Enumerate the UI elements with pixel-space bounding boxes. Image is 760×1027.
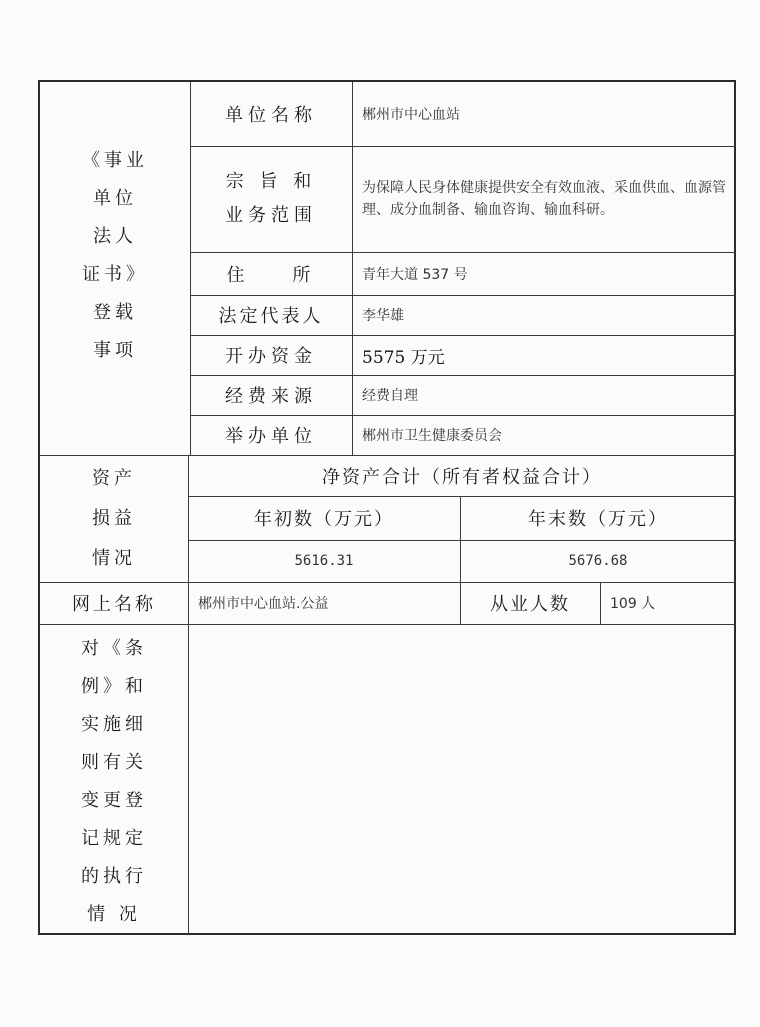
address-label: 住 所 [226,264,316,286]
online-name-label: 网上名称 [72,594,156,615]
sponsor-label: 举办单位 [225,426,317,447]
assets-section-title: 资产 损益 情况 [92,467,136,569]
legal-rep-label: 法定代表人 [218,306,324,327]
net-assets-header: 净资产合计（所有者权益合计） [322,466,602,488]
begin-year-value: 5616.31 [294,553,354,569]
unit-name-label: 单位名称 [225,105,317,126]
end-year-value: 5676.68 [568,553,628,569]
begin-year-label: 年初数（万元） [254,509,394,530]
unit-name-value: 郴州市中心血站 [362,107,460,123]
compliance-value [188,624,736,935]
funding-source-value: 经费自理 [362,388,418,404]
staff-count-label: 从业人数 [490,594,570,615]
sponsor-value: 郴州市卫生健康委员会 [362,428,502,444]
staff-count-value: 109 人 [610,596,656,612]
legal-rep-value: 李华雄 [362,308,404,324]
capital-label: 开办资金 [225,346,317,367]
registration-section-title: 《事业 单位 法人 证书》 登载 事项 [82,150,148,361]
address-value: 青年大道 537 号 [362,266,468,283]
online-name-value: 郴州市中心血站.公益 [198,596,329,612]
purpose-scope-label: 宗 旨 和 业务范围 [225,171,317,226]
end-year-label: 年末数（万元） [528,509,668,530]
funding-source-label: 经费来源 [225,386,317,407]
purpose-scope-value: 为保障人民身体健康提供安全有效血液、采血供血、血源管理、成分血制备、输血咨询、输血科研。 [362,180,726,218]
compliance-section-title: 对《条 例》和 实施细 则有关 变更登 记规定 的执行 情 况 [81,638,147,925]
capital-value: 5575 万元 [362,347,445,368]
registration-form [38,80,736,935]
